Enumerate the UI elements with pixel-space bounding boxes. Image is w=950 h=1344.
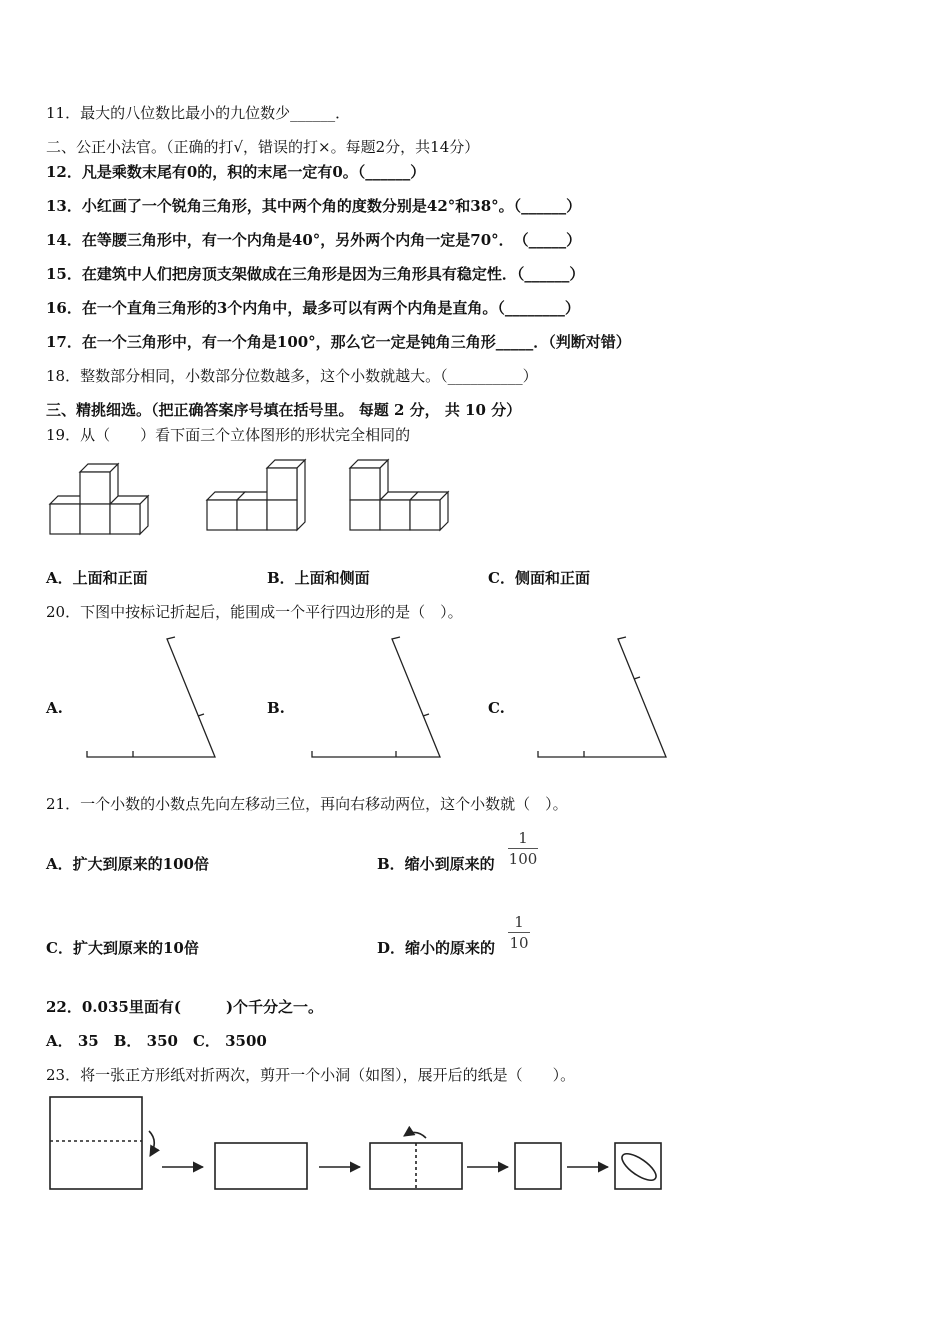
q20-label-b[interactable]: B.	[267, 699, 285, 717]
q20-label-c[interactable]: C.	[488, 699, 505, 717]
question-15: 15．在建筑中人们把房顶支架做成在三角形是因为三角形具有稳定性．（______）	[46, 265, 585, 283]
question-22-stem: 22．0.035里面有( )个千分之一。	[46, 998, 324, 1016]
fold-figure-a	[85, 635, 220, 763]
question-14: 14．在等腰三角形中，有一个内角是40°，另外两个内角一定是70°． （_____）	[46, 231, 582, 249]
q19-option-b[interactable]: B．上面和侧面	[267, 569, 370, 587]
fraction-one-hundredth: 1 100	[508, 829, 538, 868]
question-20-stem: 20．下图中按标记折起后，能围成一个平行四边形的是（ ）。	[46, 603, 463, 621]
paper-folding-sequence	[46, 1094, 671, 1194]
q19-option-a[interactable]: A．上面和正面	[46, 569, 148, 587]
question-13: 13．小红画了一个锐角三角形，其中两个角的度数分别是42°和38°。（______）	[46, 197, 582, 215]
question-23-stem: 23．将一张正方形纸对折两次，剪开一个小洞（如图），展开后的纸是（ ）。	[46, 1066, 576, 1084]
q20-label-a[interactable]: A.	[46, 699, 63, 717]
section-2-heading: 二、公正小法官。（正确的打√，错误的打×。每题2分，共14分）	[46, 138, 480, 156]
q21-option-c[interactable]: C．扩大到原来的10倍	[46, 939, 199, 957]
q21-option-a[interactable]: A．扩大到原来的100倍	[46, 855, 209, 873]
fold-arrow-1	[149, 1131, 154, 1156]
half-folded-paper	[215, 1143, 307, 1189]
question-21-stem: 21．一个小数的小数点先向左移动三位，再向右移动两位，这个小数就（ ）。	[46, 795, 568, 813]
fraction-one-tenth: 1 10	[509, 913, 529, 952]
question-17: 17．在一个三角形中，有一个角是100°，那么它一定是钝角三角形_____．（判断对错）	[46, 333, 631, 351]
question-12: 12．凡是乘数末尾有0的，积的末尾一定有0。（______）	[46, 163, 426, 181]
q21-option-b[interactable]: B．缩小到原来的	[377, 855, 495, 873]
cube-figure-3	[348, 460, 453, 535]
fold-figure-b	[310, 635, 445, 763]
q21-option-d[interactable]: D．缩小的原来的	[377, 939, 496, 957]
q19-option-c[interactable]: C．侧面和正面	[488, 569, 590, 587]
cube-figure-1	[48, 462, 153, 537]
square-paper	[50, 1097, 142, 1189]
question-16: 16．在一个直角三角形的3个内角中，最多可以有两个内角是直角。（________）	[46, 299, 580, 317]
q22-options[interactable]: A． 35 B． 350 C． 3500	[46, 1032, 267, 1050]
question-19-stem: 19．从（ ）看下面三个立体图形的形状完全相同的	[46, 426, 411, 444]
quarter-folded-paper	[515, 1143, 561, 1189]
fold-figure-c	[536, 635, 671, 763]
section-3-heading: 三、精挑细选。（把正确答案序号填在括号里。 每题 2 分， 共 10 分）	[46, 401, 522, 419]
cut-paper	[615, 1143, 661, 1189]
question-18: 18．整数部分相同，小数部分位数越多，这个小数就越大。（__________）	[46, 367, 538, 385]
cut-hole	[618, 1149, 660, 1185]
question-11: 11．最大的八位数比最小的九位数少______．	[46, 104, 351, 122]
cube-figure-2	[205, 460, 310, 535]
fold-arrow-2	[404, 1132, 426, 1138]
